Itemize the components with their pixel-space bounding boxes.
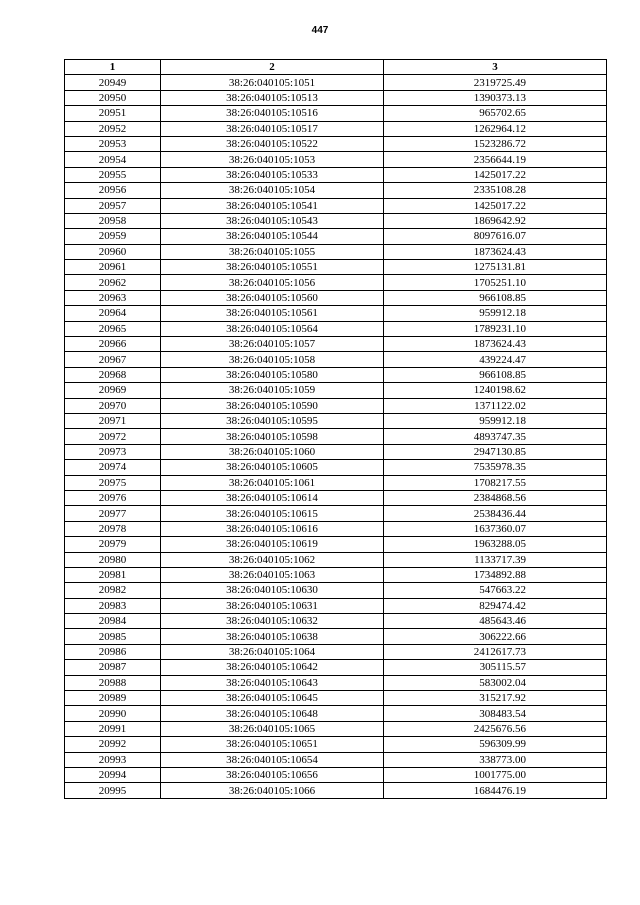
table-row bbox=[65, 552, 607, 567]
value-cell: 1390373.13 bbox=[384, 90, 607, 105]
row-number-cell: 20985 bbox=[65, 629, 161, 644]
cadastral-number-cell: 38:26:040105:10580 bbox=[161, 367, 384, 382]
value-cell: 959912.18 bbox=[384, 413, 607, 428]
row-number-cell: 20959 bbox=[65, 229, 161, 244]
row-number-cell: 20968 bbox=[65, 367, 161, 382]
table-row bbox=[65, 706, 607, 721]
table-row bbox=[65, 337, 607, 352]
row-number-cell: 20961 bbox=[65, 260, 161, 275]
table-row bbox=[65, 198, 607, 213]
cadastral-number-cell: 38:26:040105:1062 bbox=[161, 552, 384, 567]
cadastral-number-cell: 38:26:040105:10643 bbox=[161, 675, 384, 690]
value-cell: 1425017.22 bbox=[384, 198, 607, 213]
table-body bbox=[65, 75, 607, 798]
row-number-cell: 20972 bbox=[65, 429, 161, 444]
value-cell: 1371122.02 bbox=[384, 398, 607, 413]
row-number-cell: 20952 bbox=[65, 121, 161, 136]
table-row bbox=[65, 183, 607, 198]
row-number-cell: 20993 bbox=[65, 752, 161, 767]
cadastral-number-cell: 38:26:040105:10543 bbox=[161, 213, 384, 228]
table-row bbox=[65, 675, 607, 690]
value-cell: 2538436.44 bbox=[384, 506, 607, 521]
cadastral-number-cell: 38:26:040105:10564 bbox=[161, 321, 384, 336]
cadastral-number-cell: 38:26:040105:10619 bbox=[161, 537, 384, 552]
value-cell: 1523286.72 bbox=[384, 136, 607, 151]
row-number-cell: 20964 bbox=[65, 306, 161, 321]
cadastral-number-cell: 38:26:040105:1058 bbox=[161, 352, 384, 367]
value-cell: 305115.57 bbox=[384, 660, 607, 675]
row-number-cell: 20971 bbox=[65, 413, 161, 428]
row-number-cell: 20984 bbox=[65, 614, 161, 629]
table-row bbox=[65, 275, 607, 290]
row-number-cell: 20958 bbox=[65, 213, 161, 228]
cadastral-number-cell: 38:26:040105:10632 bbox=[161, 614, 384, 629]
value-cell: 1873624.43 bbox=[384, 337, 607, 352]
row-number-cell: 20955 bbox=[65, 167, 161, 182]
cadastral-number-cell: 38:26:040105:1054 bbox=[161, 183, 384, 198]
cadastral-number-cell: 38:26:040105:10616 bbox=[161, 521, 384, 536]
table-row bbox=[65, 475, 607, 490]
cadastral-number-cell: 38:26:040105:1063 bbox=[161, 567, 384, 582]
cadastral-number-cell: 38:26:040105:10551 bbox=[161, 260, 384, 275]
row-number-cell: 20973 bbox=[65, 444, 161, 459]
row-number-cell: 20956 bbox=[65, 183, 161, 198]
cadastral-number-cell: 38:26:040105:10605 bbox=[161, 460, 384, 475]
table-row bbox=[65, 398, 607, 413]
row-number-cell: 20987 bbox=[65, 660, 161, 675]
cadastral-number-cell: 38:26:040105:10656 bbox=[161, 767, 384, 782]
row-number-cell: 20949 bbox=[65, 75, 161, 90]
row-number-cell: 20979 bbox=[65, 537, 161, 552]
row-number-cell: 20957 bbox=[65, 198, 161, 213]
value-cell: 338773.00 bbox=[384, 752, 607, 767]
value-cell: 8097616.07 bbox=[384, 229, 607, 244]
value-cell: 1133717.39 bbox=[384, 552, 607, 567]
table-header-row bbox=[65, 60, 607, 75]
row-number-cell: 20976 bbox=[65, 490, 161, 505]
row-number-cell: 20963 bbox=[65, 290, 161, 305]
value-cell: 547663.22 bbox=[384, 583, 607, 598]
row-number-cell: 20991 bbox=[65, 721, 161, 736]
value-cell: 1001775.00 bbox=[384, 767, 607, 782]
table-row bbox=[65, 660, 607, 675]
table-row bbox=[65, 506, 607, 521]
row-number-cell: 20965 bbox=[65, 321, 161, 336]
value-cell: 1705251.10 bbox=[384, 275, 607, 290]
value-cell: 966108.85 bbox=[384, 290, 607, 305]
row-number-cell: 20983 bbox=[65, 598, 161, 613]
table-row bbox=[65, 567, 607, 582]
cadastral-number-cell: 38:26:040105:1057 bbox=[161, 337, 384, 352]
value-cell: 965702.65 bbox=[384, 106, 607, 121]
value-cell: 7535978.35 bbox=[384, 460, 607, 475]
cadastral-number-cell: 38:26:040105:10638 bbox=[161, 629, 384, 644]
value-cell: 1275131.81 bbox=[384, 260, 607, 275]
value-cell: 2356644.19 bbox=[384, 152, 607, 167]
cadastral-number-cell: 38:26:040105:10614 bbox=[161, 490, 384, 505]
cadastral-number-cell: 38:26:040105:10630 bbox=[161, 583, 384, 598]
cadastral-number-cell: 38:26:040105:1065 bbox=[161, 721, 384, 736]
table-row bbox=[65, 598, 607, 613]
table-row bbox=[65, 737, 607, 752]
value-cell: 966108.85 bbox=[384, 367, 607, 382]
value-cell: 1262964.12 bbox=[384, 121, 607, 136]
table-row bbox=[65, 521, 607, 536]
cadastral-number-cell: 38:26:040105:1060 bbox=[161, 444, 384, 459]
table-row bbox=[65, 783, 607, 798]
row-number-cell: 20990 bbox=[65, 706, 161, 721]
table-row bbox=[65, 136, 607, 151]
row-number-cell: 20969 bbox=[65, 383, 161, 398]
cadastral-number-cell: 38:26:040105:1064 bbox=[161, 644, 384, 659]
row-number-cell: 20970 bbox=[65, 398, 161, 413]
value-cell: 308483.54 bbox=[384, 706, 607, 721]
cadastral-number-cell: 38:26:040105:10631 bbox=[161, 598, 384, 613]
row-number-cell: 20995 bbox=[65, 783, 161, 798]
cadastral-number-cell: 38:26:040105:10595 bbox=[161, 413, 384, 428]
table-row bbox=[65, 352, 607, 367]
value-cell: 315217.92 bbox=[384, 691, 607, 706]
page-number: 447 bbox=[311, 25, 329, 36]
table-row bbox=[65, 321, 607, 336]
value-cell: 2384868.56 bbox=[384, 490, 607, 505]
cadastral-number-cell: 38:26:040105:10615 bbox=[161, 506, 384, 521]
column-header-2: 2 bbox=[161, 60, 384, 75]
table-row bbox=[65, 752, 607, 767]
table-row bbox=[65, 260, 607, 275]
table-row bbox=[65, 167, 607, 182]
cadastral-number-cell: 38:26:040105:10590 bbox=[161, 398, 384, 413]
value-cell: 583002.04 bbox=[384, 675, 607, 690]
table-row bbox=[65, 583, 607, 598]
table-row bbox=[65, 490, 607, 505]
value-cell: 959912.18 bbox=[384, 306, 607, 321]
value-cell: 306222.66 bbox=[384, 629, 607, 644]
cadastral-number-cell: 38:26:040105:1053 bbox=[161, 152, 384, 167]
cadastral-number-cell: 38:26:040105:10651 bbox=[161, 737, 384, 752]
row-number-cell: 20974 bbox=[65, 460, 161, 475]
cadastral-number-cell: 38:26:040105:10598 bbox=[161, 429, 384, 444]
table-row bbox=[65, 290, 607, 305]
cadastral-number-cell: 38:26:040105:10654 bbox=[161, 752, 384, 767]
row-number-cell: 20980 bbox=[65, 552, 161, 567]
cadastral-number-cell: 38:26:040105:1059 bbox=[161, 383, 384, 398]
row-number-cell: 20992 bbox=[65, 737, 161, 752]
value-cell: 1684476.19 bbox=[384, 783, 607, 798]
value-cell: 596309.99 bbox=[384, 737, 607, 752]
row-number-cell: 20994 bbox=[65, 767, 161, 782]
row-number-cell: 20967 bbox=[65, 352, 161, 367]
row-number-cell: 20986 bbox=[65, 644, 161, 659]
cadastral-number-cell: 38:26:040105:1051 bbox=[161, 75, 384, 90]
value-cell: 2319725.49 bbox=[384, 75, 607, 90]
value-cell: 1734892.88 bbox=[384, 567, 607, 582]
table-row bbox=[65, 721, 607, 736]
cadastral-number-cell: 38:26:040105:1056 bbox=[161, 275, 384, 290]
table-row bbox=[65, 106, 607, 121]
cadastral-number-cell: 38:26:040105:10561 bbox=[161, 306, 384, 321]
table-row bbox=[65, 90, 607, 105]
cadastral-number-cell: 38:26:040105:10544 bbox=[161, 229, 384, 244]
table-row bbox=[65, 614, 607, 629]
value-cell: 1708217.55 bbox=[384, 475, 607, 490]
table-row bbox=[65, 244, 607, 259]
row-number-cell: 20982 bbox=[65, 583, 161, 598]
cadastral-number-cell: 38:26:040105:1061 bbox=[161, 475, 384, 490]
cadastral-number-cell: 38:26:040105:10533 bbox=[161, 167, 384, 182]
value-cell: 1425017.22 bbox=[384, 167, 607, 182]
table-row bbox=[65, 367, 607, 382]
value-cell: 1963288.05 bbox=[384, 537, 607, 552]
value-cell: 1637360.07 bbox=[384, 521, 607, 536]
value-cell: 2335108.28 bbox=[384, 183, 607, 198]
row-number-cell: 20977 bbox=[65, 506, 161, 521]
cadastral-number-cell: 38:26:040105:10560 bbox=[161, 290, 384, 305]
cadastral-number-cell: 38:26:040105:1055 bbox=[161, 244, 384, 259]
value-cell: 829474.42 bbox=[384, 598, 607, 613]
row-number-cell: 20988 bbox=[65, 675, 161, 690]
cadastral-number-cell: 38:26:040105:10516 bbox=[161, 106, 384, 121]
cadastral-number-cell: 38:26:040105:10645 bbox=[161, 691, 384, 706]
table-row bbox=[65, 691, 607, 706]
row-number-cell: 20962 bbox=[65, 275, 161, 290]
row-number-cell: 20953 bbox=[65, 136, 161, 151]
value-cell: 4893747.35 bbox=[384, 429, 607, 444]
row-number-cell: 20981 bbox=[65, 567, 161, 582]
table-row bbox=[65, 383, 607, 398]
cadastral-number-cell: 38:26:040105:10513 bbox=[161, 90, 384, 105]
table-row bbox=[65, 444, 607, 459]
table-row bbox=[65, 213, 607, 228]
column-header-3: 3 bbox=[384, 60, 607, 75]
table-row bbox=[65, 767, 607, 782]
cadastral-number-cell: 38:26:040105:10517 bbox=[161, 121, 384, 136]
row-number-cell: 20954 bbox=[65, 152, 161, 167]
value-cell: 485643.46 bbox=[384, 614, 607, 629]
value-cell: 2425676.56 bbox=[384, 721, 607, 736]
row-number-cell: 20966 bbox=[65, 337, 161, 352]
data-table bbox=[64, 59, 607, 799]
row-number-cell: 20951 bbox=[65, 106, 161, 121]
cadastral-number-cell: 38:26:040105:10642 bbox=[161, 660, 384, 675]
table-row bbox=[65, 644, 607, 659]
table-row bbox=[65, 229, 607, 244]
cadastral-number-cell: 38:26:040105:1066 bbox=[161, 783, 384, 798]
column-header-1: 1 bbox=[65, 60, 161, 75]
row-number-cell: 20950 bbox=[65, 90, 161, 105]
table-row bbox=[65, 152, 607, 167]
cadastral-number-cell: 38:26:040105:10522 bbox=[161, 136, 384, 151]
value-cell: 2412617.73 bbox=[384, 644, 607, 659]
row-number-cell: 20989 bbox=[65, 691, 161, 706]
table-row bbox=[65, 121, 607, 136]
table-row bbox=[65, 629, 607, 644]
value-cell: 1789231.10 bbox=[384, 321, 607, 336]
row-number-cell: 20978 bbox=[65, 521, 161, 536]
value-cell: 1873624.43 bbox=[384, 244, 607, 259]
value-cell: 1240198.62 bbox=[384, 383, 607, 398]
row-number-cell: 20975 bbox=[65, 475, 161, 490]
table-row bbox=[65, 460, 607, 475]
value-cell: 1869642.92 bbox=[384, 213, 607, 228]
table-row bbox=[65, 537, 607, 552]
table-row bbox=[65, 75, 607, 90]
cadastral-number-cell: 38:26:040105:10541 bbox=[161, 198, 384, 213]
value-cell: 2947130.85 bbox=[384, 444, 607, 459]
table-row bbox=[65, 413, 607, 428]
table-row bbox=[65, 306, 607, 321]
cadastral-number-cell: 38:26:040105:10648 bbox=[161, 706, 384, 721]
table-row bbox=[65, 429, 607, 444]
value-cell: 439224.47 bbox=[384, 352, 607, 367]
row-number-cell: 20960 bbox=[65, 244, 161, 259]
